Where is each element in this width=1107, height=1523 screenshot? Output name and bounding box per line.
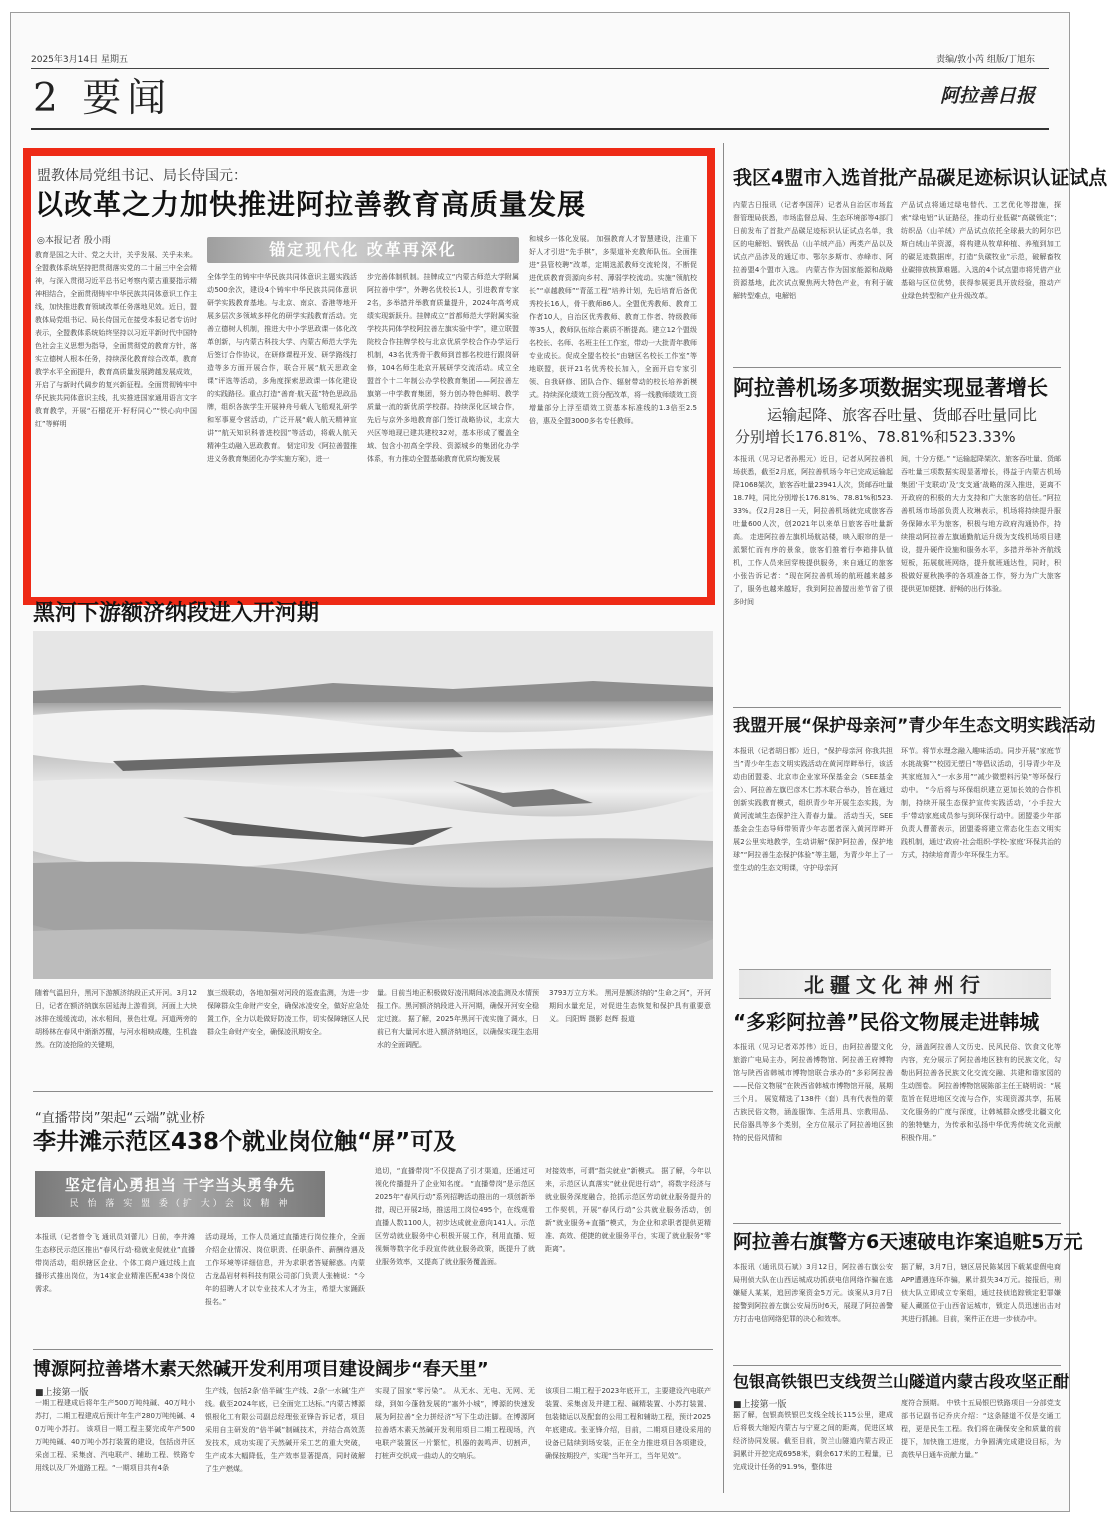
issue-date: 2025年3月14日 星期五 [31,55,128,65]
newspaper-page [10,12,1107,1512]
soda-column-3: 实现了国家“零污染”。 从无水、无电、无网、无绿，到如今蓬勃发展的“塞外小城”，博源的快速发展为阿拉善“全力拼经济”写下生动注脚。在博源阿拉善塔木素天然碱开发利用项目二期工程现场，汽电联产装置区一片繁忙，机器的轰鸣声、切割声，打桩声交织成一曲动人的交响乐。 [375,1387,535,1460]
section-name: 要闻 [82,76,173,121]
river-protection-column-2: 环节。将节水理念融入趣味活动。同步开展“家庭节水挑战赛”“校园无塑日”等倡议活动，引导青少年及其家庭加入“一水多用”“减少微塑料污染”等环保行动中。 “今后将与环保组织建立更加长效的合作机制，持续开展生态保护宣传实践活动，‘小手拉大手’带动家庭成员参与到环保行动中。团盟委少年部负责人曹蕾表示，团盟委将建立常态化生态文明实践机制，通过‘政府-社会组织-学校-家庭’环保共治的方式，持续培育青少年环保生力军。 [901,747,1061,859]
jobs-banner-line-2: 民 怡 落 实 盟 委（扩 大）会 议 精 神 [69,1199,291,1209]
airport-column-2: 间，十分方便。” “运输起降架次、旅客吞吐量、货邮吞吐量三项数据实现显著增长，得益于内蒙古机场集团‘干支联动’及‘支支通’战略的深入推进，更离不开政府的积极的大力支持和广大旅客的信任。”阿拉善机场市场部负责人玫琳表示，机场将持续提升服务保障水平为旅客，积极与地方政府沟通协作，持续推动阿拉善左旗通勤航运升级为支线机场项目建设，提升硬件设施和服务水平，多措并举补齐航线短板，拓展航班网络，提升航班通达性，同时，积极做好夏秋换季的各项准备工作，努力为广大旅客提供更加便捷、舒畅的出行体验。 [901,455,1061,593]
airport-column-1: 本报讯（见习记者孙熙元）近日，记者从阿拉善机场获悉，截至2月底，阿拉善机场今年已完成运输起降1068架次，旅客吞吐量23941人次，货邮吞吐量18.7吨，同比分别增长176.81%、78.81%和523.33%。仅2月28日一天，阿拉善机场就完成旅客吞吐量600人次，创2021年以来单日旅客吞吐量新高。 走进阿拉善左旗机场航站楼，映入眼帘的是一派繁忙而有序的景象，旅客们推着行李箱排队值机，工作人员来回穿梭提供服务，来自通辽的旅客小张告诉记者：“现在阿拉善机场的航班越来越多了，服务也越来越好，我到阿拉善盟出差节省了很多时间 [733,455,893,606]
railway-continued-tag: ■上接第一版 [733,1400,787,1410]
section-number: 2 [33,76,64,121]
lead-column-2: 全体学生的铸牢中华民族共同体意识主题实践活动500余次，建设4个铸牢中华民族共同体意识研学实践教育基地。与北京、南京、香港等地开展多层次多领域多样化的研学实践教育活动。完善立德树人机制，推进大中小学思政课一体化改革创新，与内蒙古科技大学、内蒙古师范大学先后签订合作协议，在研修课程开发、研学路线打造等多方面开展合作，联合开展“航天思政金课”评选等活动，多角度探索思政课一体化建设的实践路径。重点打造“善育·航天蓝”特色思政品牌，组织各族学生开展神舟号载人飞船观礼研学和军事夏令营活动，广泛开展“载人航天精神宣讲”“航天知识科普进校园”等活动，将载人航天精神生动融入思政教育。 韧定印发《阿拉善盟推进义务教育集团化办学实施方案》，进一 [207,273,357,463]
article-divider [33,1091,713,1092]
photo-story-headline: 黑河下游额济纳段进入开河期 [33,601,320,626]
river-protection-column-1: 本报讯（记者胡日都）近日，“保护母亲河 你我共担当”青少年生态文明实践活动在黄河岸畔举行，该活动由团盟委、北京市企业家环保基金会（SEE基金会）、阿拉善左旗巴彦木仁苏木联合举办，旨在通过创新实践教育模式，组织青少年开展生态实践，为黄河流域生态保护注入青春力量。 活动当天，SEE基金会生态导师带领青少年志愿者深入黄河岸畔开展2公里实地教学，生动讲解“保护阿拉善，保护地球”“阿拉善生态保护体验”等主题，为青少年上了一堂生动的生态文明课，守护母亲河 [733,747,893,872]
article-divider [733,367,1061,368]
lead-banner: 锚定现代化 改革再深化 [207,237,519,263]
river-photo-illustration [33,631,713,979]
jobs-column-4: 对接效率，可谓“指尖就业”新模式。 据了解，今年以来，示范区认真落实“就业促进行动”，将数字经济与就业服务深度融合，抢抓示范区劳动就业服务提升的工作契机，开展“春风行动”公共就业服务活动，创新“就业服务+直播”模式，为企业和求职者提供更精准、高效、便捷的就业服务平台，实现了就业服务“零距离”。 [545,1167,711,1253]
photo-caption-column-2: 旗三级联动，各地加强对河段的巡查监测，为进一步保障群众生命财产安全，确保冰凌安全，做好应急处置工作，全力以赴做好防凌工作，切实保障辖区人民群众生命财产安全，确保凌汛期安全。 [207,989,369,1036]
jobs-kicker: “直播带岗”架起“云端”就业桥 [35,1111,205,1126]
airport-subhead-1: 运输起降、旅客吞吐量、货邮吞吐量同比 [767,406,1038,424]
header-rule [31,68,1049,69]
section-title [33,77,172,121]
fraud-case-headline: 阿拉善右旗警方6天速破电诈案追赃5万元 [733,1231,1083,1253]
jobs-banner [35,1171,325,1217]
lead-column-4: 和城乡一体化发展。 加强教育人才智慧建设，注重下好人才引进“先手棋”，多渠道补充教师队伍。全面推进“县管校聘”改革，定期选派教师交流轮岗，不断促进优质教育资源向乡村、薄弱学校流动。实施“领航校长”“卓越教师”“青蓝工程”培养计划，先后培育后备优秀校长16人，骨干教师86人。全盟优秀教师、教育工作者10人，自治区优秀教师、教育工作者、特级教师等35人，教师队伍综合素质不断提高。建立12个盟级名校长、名师、名班主任工作室，带动一大批青年教师专业成长。促成全盟名校长“由辖区名校长工作室”等地联盟，获评21名优秀校长加入，全面开启专家引领、自我研修、团队合作、辐射带动的校长培养新模式。持续深化绩效工资分配改革，将一线教师绩效工资增量部分上浮至绩效工资基本标准线的1.3倍至2.5倍，惠及全盟3000多名专任教师。 [529,235,697,425]
soda-column-1: 一期工程建成后将年生产500万吨纯碱、40万吨小苏打，二期工程建成后预计年生产280万吨纯碱、40万吨小苏打。 该项目一期工程主要完成年产500万吨纯碱、40万吨小苏打装置的建设，包括卤井区采卤工程、采集卤、汽电联产、辅助工程、铁路专用线以及厂外道路工程。“一期项目共有4条 [35,1399,195,1472]
carbon-footprint-headline: 我区4盟市入选首批产品碳足迹标识认证试点 [733,167,1107,189]
article-divider [733,1223,1061,1224]
jobs-banner-line-1: 坚定信心勇担当 干字当头勇争先 [64,1176,296,1194]
photo-caption-column-4: 3793万立方米。 黑河是额济纳的“生命之河”，开河期间水量充足，对促进生态恢复和保护具有重要意义。 闫阳辉 摄影 赵辉 报道 [549,989,711,1023]
exhibition-column-2: 分，涵盖阿拉善人文历史、民风民俗、饮食文化等内容，充分展示了阿拉善地区独有的民族文化，勾勒出阿拉善各民族文化交流交融、共建和谐家园的生动图卷。 阿拉善博物馆展陈部主任王晓明说：“展览旨在促进地区交流与合作，实现资源共享，拓展文化服务的广度与深度，让韩城群众感受北疆文化的独特魅力，为传承和弘扬中华优秀传统文化贡献积极作用。” [901,1043,1061,1142]
airport-headline: 阿拉善机场多项数据实现显著增长 [733,376,1048,400]
article-divider [733,707,1061,708]
fraud-case-column-1: 本报讯（通讯员石斌）3月12日，阿拉善右旗公安局刑侦大队在山西运城成功抓获电信网络诈骗在逃嫌疑人某某，追回涉案资金5万元。该案从3月7日接警到阿拉善左旗公安局历时6天，展现了阿拉善警方打击电信网络犯罪的决心和效率。 [733,1263,893,1323]
photo-caption-column-1: 随着气温回升，黑河下游额济纳段正式开河。3月12日，记者在额济纳旗东居延海上游看到，河面上大块冰排在缓缓流动，冰水相间，景色壮观。河道两旁的胡杨林在春风中渐渐苏醒，与河水相映成趣，生机盎然。在防凌抢险的关键期， [35,989,197,1049]
photo-caption-column-3: 量。目前当地正积极做好凌汛期间冰凌监测及水情预报工作。黑河额济纳段进入开河期，确保开河安全稳定过渡。 据了解，2025年黑河干流实施了调水，日前已有大量河水进入额济纳地区，以确保实现生态用水的全面调配。 [377,989,539,1049]
railway-column-2: 度符合预期。 中铁十五局银巴铁路项目一分部党支部书记副书记乔庆介绍：“这条隧道不仅是交通工程，更是民生工程。我们将在确保安全和质量的前提下，加快施工进度，力争圆满完成建设目标，为高铁早日通车贡献力量。” [901,1399,1061,1459]
article-divider [733,1365,1061,1366]
railway-headline: 包银高铁银巴支线贺兰山隧道内蒙古段攻坚正酣 [733,1372,1070,1391]
lead-column-1: 教育是国之大计、党之大计，关乎发展、关乎未来。全盟教体系统坚持把贯彻落实党的二十届三中全会精神，与深入贯彻习近平总书记考察内蒙古重要指示精神相结合，全面贯彻铸牢中华民族共同体意识工作主线，加快推进教育领域改革任务落地见效。近日，盟教体局党组书记、局长侍国元在接受本报记者专访时表示，全盟教体系统始终坚持以习近平新时代中国特色社会主义思想为指导，全面贯彻党的教育方针，落实立德树人根本任务，持续深化教育综合改革，教育教学水平全面提升，教育高质量发展跨越发展成效，开启了与新时代阔步的复兴新征程。全面贯彻铸牢中华民族共同体意识主线，扎实推进国家通用语言文字教育教学，开展“石榴花开·籽籽同心”“铁心向中国红”等鲜明 [35,251,197,428]
jobs-column-1: 本报讯（记者曾令飞 通讯员刘蕾儿）日前，李井滩生态移民示范区推出“春风行动·稳就业促就业”直播带岗活动，组织辖区企业、个体工商户通过线上直播形式推出岗位，为14家企业精准匹配438个岗位需求。 [35,1233,195,1293]
carbon-footprint-column-2: 产品试点将通过绿电替代、工艺优化等措施，探索“绿电铝”认证路径，推动行业低碳“高碳锁定”；纺织品（山羊绒）产品试点依托全球最大的阿尔巴斯白绒山羊资源，将构建从牧草种植、养殖到加工的碳足迹数据库，打造“负碳牧业”示范，破解畜牧业碳排放核算难题。入选的4个试点盟市将凭借产业基础与区位优势，获得参展更具开放经验，推动产业绿色转型和产业升级改革。 [901,201,1061,300]
river-photo [33,631,713,979]
soda-column-2: 生产线，包括2条‘倍半碱’生产线、2条‘一水碱’生产线。截至2024年底，已全面完工达标。”内蒙古博源银根化工有限公司副总经理张亚锋告诉记者，项目采用自主研发的“倍半碱”制碱技术，并结合高效蒸发技术，成功实现了天然碱开采工艺的重大突破，生产成本大幅降低，生产效率显著提高，同时破解了生产燃煤。 [205,1387,365,1473]
culture-banner: 北疆文化神州行 [739,969,1051,999]
soda-column-4: 该项目二期工程于2023年底开工，主要建设汽电联产装置、采集卤及井建工程、碱精装置、小苏打装置、包装储运以及配套的公用工程和辅助工程，预计2025年底建成。张亚锋介绍，目前，二期项目建设采用的设备已陆续到场安装，正在全力推进项目各项建设，确保按期投产，实现“当年开工，当年见效”。 [545,1387,711,1460]
fraud-case-column-2: 据了解，3月7日，辖区居民陈某因下载某虚假电商APP遭遇连环诈骗，累计损失34万元。接报后，刑侦大队立即成立专案组，通过技侦追踪锁定犯罪嫌疑人藏匿位于山西省运城市，锁定人员迅速出击对其进行抓捕。目前，案件正在进一步侦办中。 [901,1263,1061,1323]
lead-kicker: 盟教体局党组书记、局长侍国元： [37,168,247,184]
exhibition-column-1: 本报讯（见习记者邓苏伟）近日，由阿拉善盟文化旅游广电局主办，阿拉善博物馆、阿拉善王府博物馆与陕西省韩城市博物馆联合承办的“多彩阿拉善——民俗文物展”在陕西省韩城市博物馆开展，展期三个月。 展览精选了138件（套）具有代表性的蒙古族民俗文物，涵盖服饰、生活用具、宗教用品、民俗器具等多个类别，全方位展示了阿拉善地区独特的民俗风情和 [733,1043,893,1142]
airport-subhead-2: 分别增长176.81%、78.81%和523.33% [735,428,1016,446]
river-protection-headline: 我盟开展“保护母亲河”青少年生态文明实践活动 [733,716,1096,736]
page-editors: 责编/敦小芮 组版/丁旭东 [936,55,1035,65]
railway-column-1: 据了解，包银高铁银巴支线全线长115公里，建成后将极大缩短内蒙古与宁夏之间的距离，促进区域经济协同发展。截至目前，贺兰山隧道内蒙古段正洞累计开挖完成6958米，剩余617米的工程量，已完成设计任务的91.9%，整体进 [733,1411,893,1471]
article-divider [33,1349,713,1350]
jobs-headline: 李井滩示范区438个就业岗位触“屏”可及 [33,1129,457,1155]
carbon-footprint-column-1: 内蒙古日报讯（记者李国萍）记者从自治区市场监督管理局获悉，市场监督总局、生态环境部等4部门日前发布了首批产品碳足迹标识认证试点名单，我区的电解铝、钢铁品（山羊绒产品）两类产品以及试点产品涉及的通辽市、鄂尔多斯市、赤峰市、阿拉善盟4个盟市入选。 内蒙古作为国家能源和战略资源基地，此次试点聚焦两大特色产业，有利于破解转型难点，电解铝 [733,201,893,300]
soda-continued-tag: ■上接第一版 [35,1388,89,1398]
jobs-column-3: 追切，“直播带岗”不仅提高了引才渠道，还通过可视化传播提升了企业知名度。 “直播带岗”是示范区2025年“春风行动”系列招聘活动推出的一项创新举措，现已开展2场，推送用工岗位495个，在线观看直播人数1100人，初步达成就业意向141人。示范区劳动就业服务中心积极开展工作，利用直播、短视频等数字化手段宣传就业服务政策，既提升了就业服务效率，又提高了就业服务覆盖面。 [375,1167,535,1266]
column-divider [723,143,724,1493]
lead-column-3: 步完善体制机制。挂牌成立“内蒙古师范大学附属阿拉善中学”，外聘名优校长1人，引进教育专家2名，多举措并举教育质量提升，2024年高考成绩实现新跃升。挂牌成立“首都师范大学附属实验学校共同体学校阿拉善左旗实验中学”，建立联盟院校合作挂牌学校与北京优质学校合作办学运行机制，43名优秀骨干教师到首都名校进行跟岗研修，104名师生赴京开展研学交流活动。成立全盟首个十二年制公办学校教育集团——阿拉善左旗第一中学教育集团，努力创办特色鲜明、教学质量一流的新优质学校群。持续深化区域合作，先后与京外多地教育部门签订战略协议，北京大兴区等地现已建共建校32对，基本形成了覆盖全域、包含小初高全学段、资源城乡的集团化办学体系，有力推动全盟基础教育优质均衡发展 [367,273,519,463]
soda-project-headline: 博源阿拉善塔木素天然碱开发利用项目建设阔步“春天里” [33,1359,489,1380]
header-rule-thick [31,128,1049,130]
lead-headline: 以改革之力加快推进阿拉善教育高质量发展 [35,188,587,221]
lead-byline: ◎本报记者 殷小雨 [37,236,111,246]
masthead-logo: 阿拉善日报 [939,85,1035,107]
exhibition-headline: “多彩阿拉善”民俗文物展走进韩城 [733,1010,1040,1034]
jobs-column-2: 活动现场，工作人员通过直播进行岗位推介，全面介绍企业情况、岗位职责、任职条件、薪酬待遇及工作环境等详细信息，并为求职者答疑解惑。内蒙古龙晶岩材料科技有限公司部门负责人张楠说：“今年的招聘人才以专业技术人才为主，希望大家踊跃报名。” [205,1233,365,1306]
